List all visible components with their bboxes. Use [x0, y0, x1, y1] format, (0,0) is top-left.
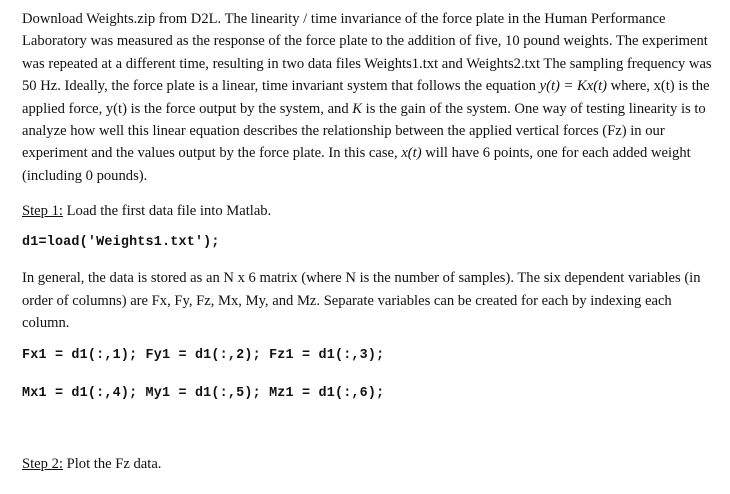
intro-text-1: Download Weights.zip from D2L. The linearity / time invariance of the force plate in the Human Performance Laboratory was measured as the response of the force plate to the addition of five, 10 pound weights. The experiment was repeated at a different time, resulting in two data files Weights1.txt and Weights2.txt The sampling frequency was 50 Hz. Ideally, the force plate is a linear, time invariant system that follows the equation — [22, 11, 712, 95]
general-paragraph: In general, the data is stored as an N x 6 matrix (where N is the number of samples). The six dependent variables (in order of columns) are Fx, Fy, Fz, Mx, My, and Mz. Separate variables can be created for each by indexing each column. — [22, 270, 701, 332]
intro-paragraph — [22, 8, 712, 187]
step-1 — [22, 201, 712, 221]
step-2 — [22, 454, 712, 474]
intro-text-3: is the gain of the system. One way of testing linearity is to analyze how well this linear equation describes the relationship between the applied vertical forces (Fz) in our experiment and the values output by the force plate. In this case, — [22, 100, 706, 162]
step-2-label: Step 2: — [22, 456, 63, 473]
step-1-label: Step 1: — [22, 203, 63, 220]
document-page — [22, 8, 712, 474]
gain-symbol: K — [352, 100, 363, 117]
step-2-text: Plot the Fz data. — [62, 456, 162, 473]
intro-text-2: where, x(t) is the applied force, y(t) is the force output by the system, and — [22, 78, 710, 117]
input-signal-symbol: x(t) — [401, 145, 422, 162]
intro-text-4: will have 6 points, one for each added weight (including 0 pounds). — [22, 145, 691, 184]
code-moment-columns: Mx1 = d1(:,4); My1 = d1(:,5); Mz1 = d1(:,6); — [22, 386, 385, 402]
code-force-columns: Fx1 = d1(:,1); Fy1 = d1(:,2); Fz1 = d1(:,3); — [22, 348, 385, 364]
code-load-data: d1=load('Weights1.txt'); — [22, 235, 220, 251]
linear-equation: y(t) = Kx(t) — [539, 78, 607, 95]
step-1-text: Load the first data file into Matlab. — [62, 203, 272, 220]
